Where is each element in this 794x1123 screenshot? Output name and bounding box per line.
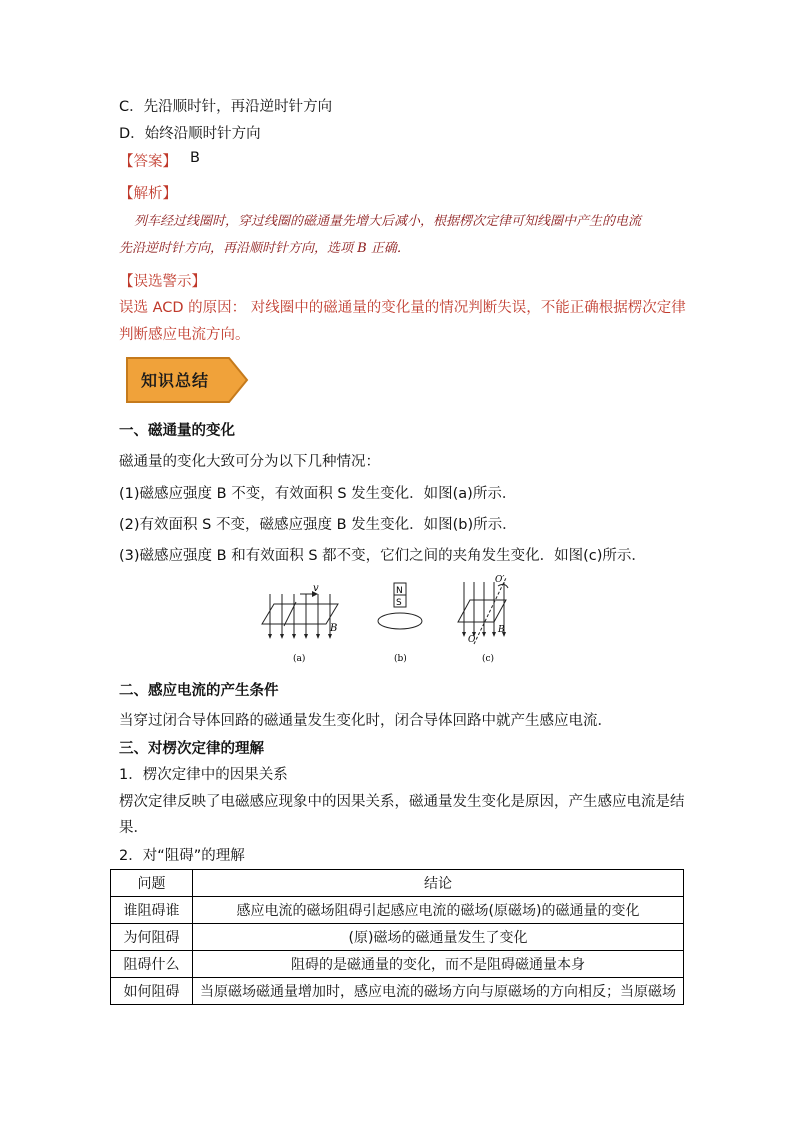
obstruction-table	[110, 869, 684, 1005]
section1-item-2: (2)有效面积 S 不变，磁感应强度 B 发生变化．如图(b)所示．	[119, 517, 517, 533]
magnetic-flux-figures	[260, 572, 510, 667]
table-cell-question: 阻碍什么	[111, 951, 193, 978]
analysis-line-1: 列车经过线圈时，穿过线圈的磁通量先增大后减小，根据楞次定律可知线圈中产生的电流	[134, 214, 642, 229]
fig-b-S-label: S	[396, 598, 402, 608]
table-header-row	[111, 870, 684, 897]
section3-text1-line-2: 果．	[119, 820, 148, 836]
answer-value: B	[190, 150, 200, 166]
banner-title: 知识总结	[141, 371, 210, 390]
table-cell-conclusion: 阻碍的是磁通量的变化，而不是阻碍磁通量本身	[193, 951, 684, 978]
fig-c-B-label: B	[498, 625, 505, 635]
section3-text1-line-1: 楞次定律反映了电磁感应现象中的因果关系，磁通量发生变化是原因，产生感应电流是结	[119, 794, 685, 810]
option-d: D．始终沿顺时针方向	[119, 126, 261, 142]
fig-b-N-label: N	[396, 586, 403, 596]
fig-c-caption: (c)	[482, 654, 495, 664]
warning-label: 【误选警示】	[119, 274, 206, 290]
section1-item-3: (3)磁感应强度 B 和有效面积 S 都不变，它们之间的夹角发生变化．如图(c)所示．	[119, 548, 646, 564]
table-row	[111, 978, 684, 1005]
section2-heading: 二、感应电流的产生条件	[119, 683, 279, 699]
warning-line-1: 误选 ACD 的原因： 对线圈中的磁通量的变化量的情况判断失误，不能正确根据楞次定律	[119, 300, 686, 316]
analysis-line-2: 先沿逆时针方向，再沿顺时针方向，选项 B 正确．	[119, 241, 410, 256]
table-header-question: 问题	[111, 870, 193, 897]
fig-a-caption: (a)	[293, 654, 306, 664]
table-cell-question: 谁阻碍谁	[111, 897, 193, 924]
warning-line-2: 判断感应电流方向。	[119, 327, 250, 343]
option-c: C．先沿顺时针，再沿逆时针方向	[119, 99, 333, 115]
answer-label: 【答案】	[119, 154, 177, 170]
table-cell-conclusion: 感应电流的磁场阻碍引起感应电流的磁场(原磁场)的磁通量的变化	[193, 897, 684, 924]
section3-sub-2: 2．对“阻碍”的理解	[119, 848, 245, 864]
table-row	[111, 924, 684, 951]
section1-heading: 一、磁通量的变化	[119, 423, 235, 439]
section2-text: 当穿过闭合导体回路的磁通量发生变化时，闭合导体回路中就产生感应电流．	[119, 713, 612, 729]
fig-c-O-label: O	[468, 635, 476, 645]
knowledge-summary-banner	[125, 356, 249, 404]
section3-sub-1: 1．楞次定律中的因果关系	[119, 767, 288, 783]
table-cell-question: 如何阻碍	[111, 978, 193, 1005]
table-header-conclusion: 结论	[193, 870, 684, 897]
fig-c-O-prime-label: O′	[495, 575, 505, 585]
section1-intro: 磁通量的变化大致可分为以下几种情况：	[119, 454, 380, 470]
fig-b-caption: (b)	[394, 654, 407, 664]
analysis-label: 【解析】	[119, 186, 177, 202]
table-cell-conclusion: (原)磁场的磁通量发生了变化	[193, 924, 684, 951]
figure-a	[262, 591, 338, 639]
table-cell-conclusion: 当原磁场磁通量增加时，感应电流的磁场方向与原磁场的方向相反；当原磁场	[193, 978, 684, 1005]
table-row	[111, 897, 684, 924]
table-cell-question: 为何阻碍	[111, 924, 193, 951]
section3-heading: 三、对楞次定律的理解	[119, 741, 264, 757]
table-row	[111, 951, 684, 978]
fig-a-v-label: v	[313, 583, 319, 594]
fig-a-B-label: B	[330, 623, 338, 634]
section1-item-1: (1)磁感应强度 B 不变，有效面积 S 发生变化．如图(a)所示．	[119, 486, 517, 502]
